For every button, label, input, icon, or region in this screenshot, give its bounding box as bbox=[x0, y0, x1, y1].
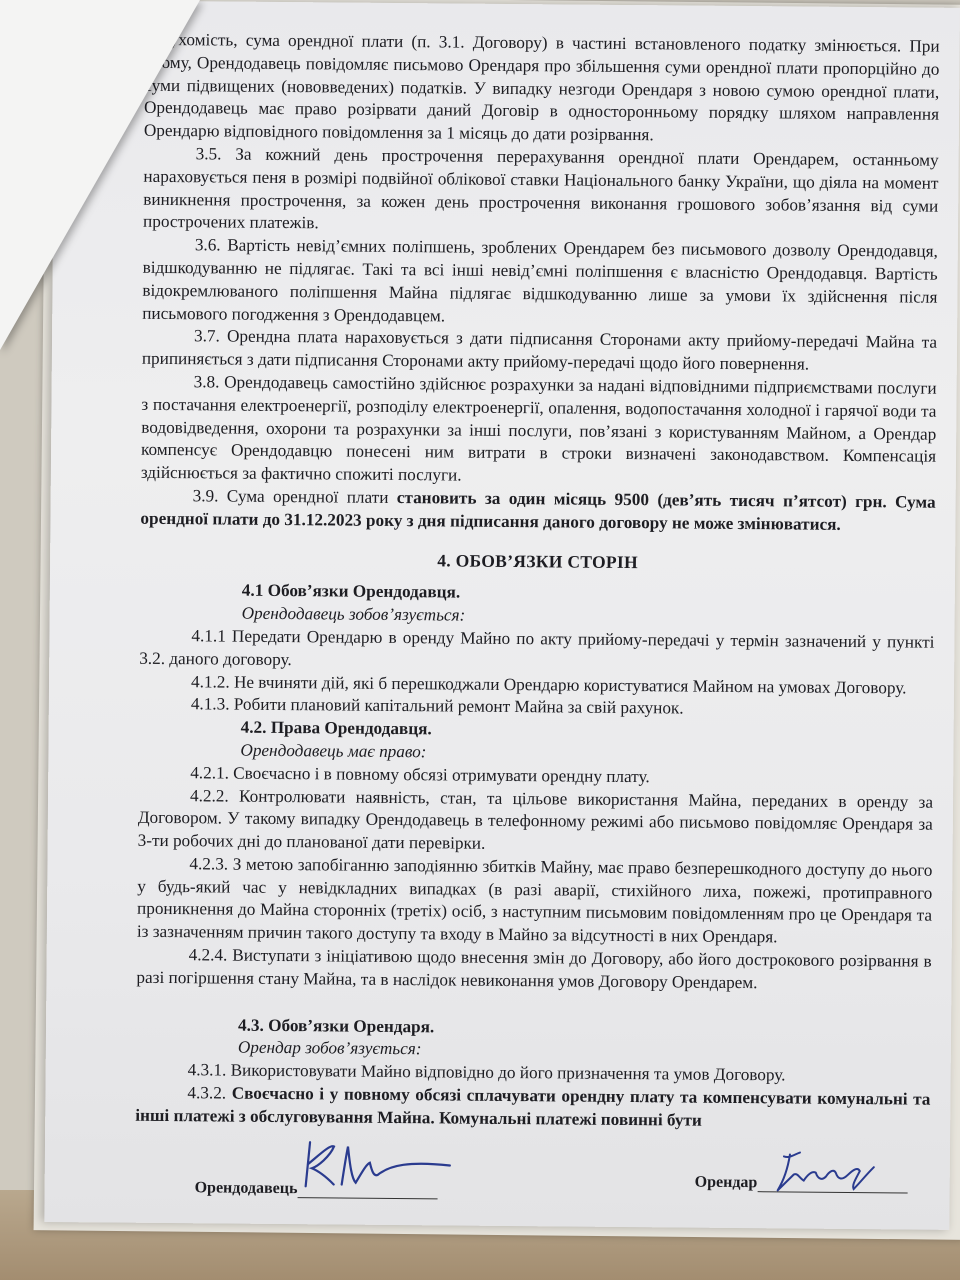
landlord-signature-icon bbox=[300, 1134, 461, 1195]
paragraph-3-9-plain: 3.9. Сума орендної плати bbox=[192, 486, 397, 507]
folded-sheet-corner bbox=[0, 0, 200, 350]
paragraph-3-5: 3.5. За кожний день прострочення перерахування орендної плати Орендарем, останньому нараховується пеня в розмірі подвійної облікової ставки Національного банку України, що діяла на момент виникнення прострочення, за кожен день прострочення виконання грошового зобов’язання від суми прострочених платежів. bbox=[142, 144, 939, 233]
clause-4-3-1: 4.3.1. Використовувати Майно відповідно до його призначення та умов Договору. bbox=[187, 1060, 786, 1085]
landlord-label: Орендодавець bbox=[194, 1179, 298, 1198]
clause-4-1-1: 4.1.1 Передати Орендарю в оренду Майно по акту прийому-передачі у термін зазначений у пункті 3.2. даного договору. bbox=[139, 626, 935, 669]
tenant-signature-icon bbox=[770, 1148, 890, 1199]
clause-4-2-1: 4.2.1. Своєчасно і в повному обсязі отримувати орендну плату. bbox=[190, 762, 650, 786]
section-4-3-title: 4.3. Обов’язки Орендаря. bbox=[237, 1015, 435, 1037]
clause-4-1-3: 4.1.3. Робити плановий капітальний ремонт Майна за свій рахунок. bbox=[190, 694, 684, 718]
clause-4-2-3: 4.2.3. З метою запобіганню заподіянню збитків Майну, має право безперешкодного доступу до нього у будь-який час у невідкладних випадках (в разі аварії, стихійного лиха, пожежі, протиправного проникнення до Майна сторонніх (третіх) осіб, з наступним письмовим повідомленням про це Орендаря та із зазначенням причин такого доступу та входу в Майно за відсутності в них Орендаря. bbox=[136, 854, 933, 947]
paragraph-3-4-cont: нерухомість, сума орендної плати (п. 3.1. Договору) в частині встановленого податку змінюється. При цьому, Орендодавець повідомляє письмово Орендаря про збільшення суми орендної плати пропорційно до суми підвищених (нововведених) податків. У випадку незгоди Орендаря з новою сумою орендної плати, Орендодавець має право розірвати даний Договір в односторонньому порядку шляхом направлення Орендарю відповідного повідомлення за 1 місяць до дати розірвання. bbox=[143, 29, 940, 145]
section-4-2-lead: Орендодавець має право: bbox=[240, 740, 427, 762]
section-4-3-lead: Орендар зобов’язується: bbox=[237, 1038, 422, 1059]
clause-4-2-2: 4.2.2. Контролювати наявність, стан, та цільове використання Майна, переданих в оренду за Договором. У такому випадку Орендодавець в телефонному режимі або письмово повідомляє Орендаря за 3-ти робочих дні до планованої дати перевірки. bbox=[137, 785, 934, 853]
clause-4-3-2-plain: 4.3.2. bbox=[187, 1083, 232, 1103]
landlord-signature-line bbox=[297, 1197, 437, 1199]
clause-4-1-2: 4.1.2. Не вчиняти дій, які б перешкоджали Орендарю користуватися Майном на умовах Договору. bbox=[190, 671, 907, 697]
clause-4-3-2 bbox=[135, 1082, 930, 1135]
section-4-title: 4. ОБОВ’ЯЗКИ СТОРІН bbox=[437, 549, 639, 572]
document-body bbox=[135, 29, 940, 1135]
section-4-1-lead: Орендодавець зобов’язується: bbox=[241, 603, 466, 625]
section-4-1-title: 4.1 Обов’язки Орендодавця. bbox=[241, 580, 461, 602]
section-4-2-title: 4.2. Права Орендодавця. bbox=[240, 717, 432, 739]
clause-4-2-4: 4.2.4. Виступати з ініціативою щодо внесення змін до Договору, або його дострокового розірвання в разі погіршення стану Майна, та в наслідок невиконання умов Договору Орендарем. bbox=[136, 945, 932, 993]
tenant-label: Орендар bbox=[694, 1173, 758, 1192]
paragraph-3-7: 3.7. Орендна плата нараховується з дати підписання Сторонами акту прийому-передачі Майна та припиняється з дати підписання Сторонами акту прийому-передачі щодо його повернення. bbox=[141, 326, 938, 374]
paragraph-3-8: 3.8. Орендодавець самостійно здійснює розрахунки за надані відповідними підприємствами послуги з постачання електроенергії, розподілу електроенергії, опалення, водопостачання холодної і гарячої води та водовідведення, охорони та розрахунки за інші послуги, пов’язані з користуванням Майном, а Орендар компенсує Орендодавцю понесені ним витрати в строки визначені законодавством. Компенсація здійснюється за фактично спожиті послуги. bbox=[140, 372, 937, 485]
paragraph-3-9 bbox=[140, 485, 935, 538]
clause-4-3-2-bold: Своєчасно і у повному обсязі сплачувати орендну плату та компенсувати комунальні та інші платежі з обслуговування Майна. Комунальні платежі повинні бути bbox=[135, 1083, 931, 1130]
paragraph-3-6: 3.6. Вартість невід’ємних поліпшень, зроблених Орендарем без письмового дозволу Орендодавця, відшкодуванню не підлягає. Такі та всі інші невід’ємні поліпшення є власністю Орендодавця. Вартість відокремлюваного поліпшення Майна підлягає відшкодуванню лише за умови їх здійснення після письмового погодження з Орендодавцем. bbox=[142, 235, 938, 325]
signature-footer bbox=[195, 1151, 955, 1208]
paragraph-3-9-bold: становить за один місяць 9500 (дев’ять тисяч п’ятсот) грн. Сума орендної плати до 31.12.2023 року з дня підписання даного договору не може змінюватися. bbox=[140, 487, 936, 534]
